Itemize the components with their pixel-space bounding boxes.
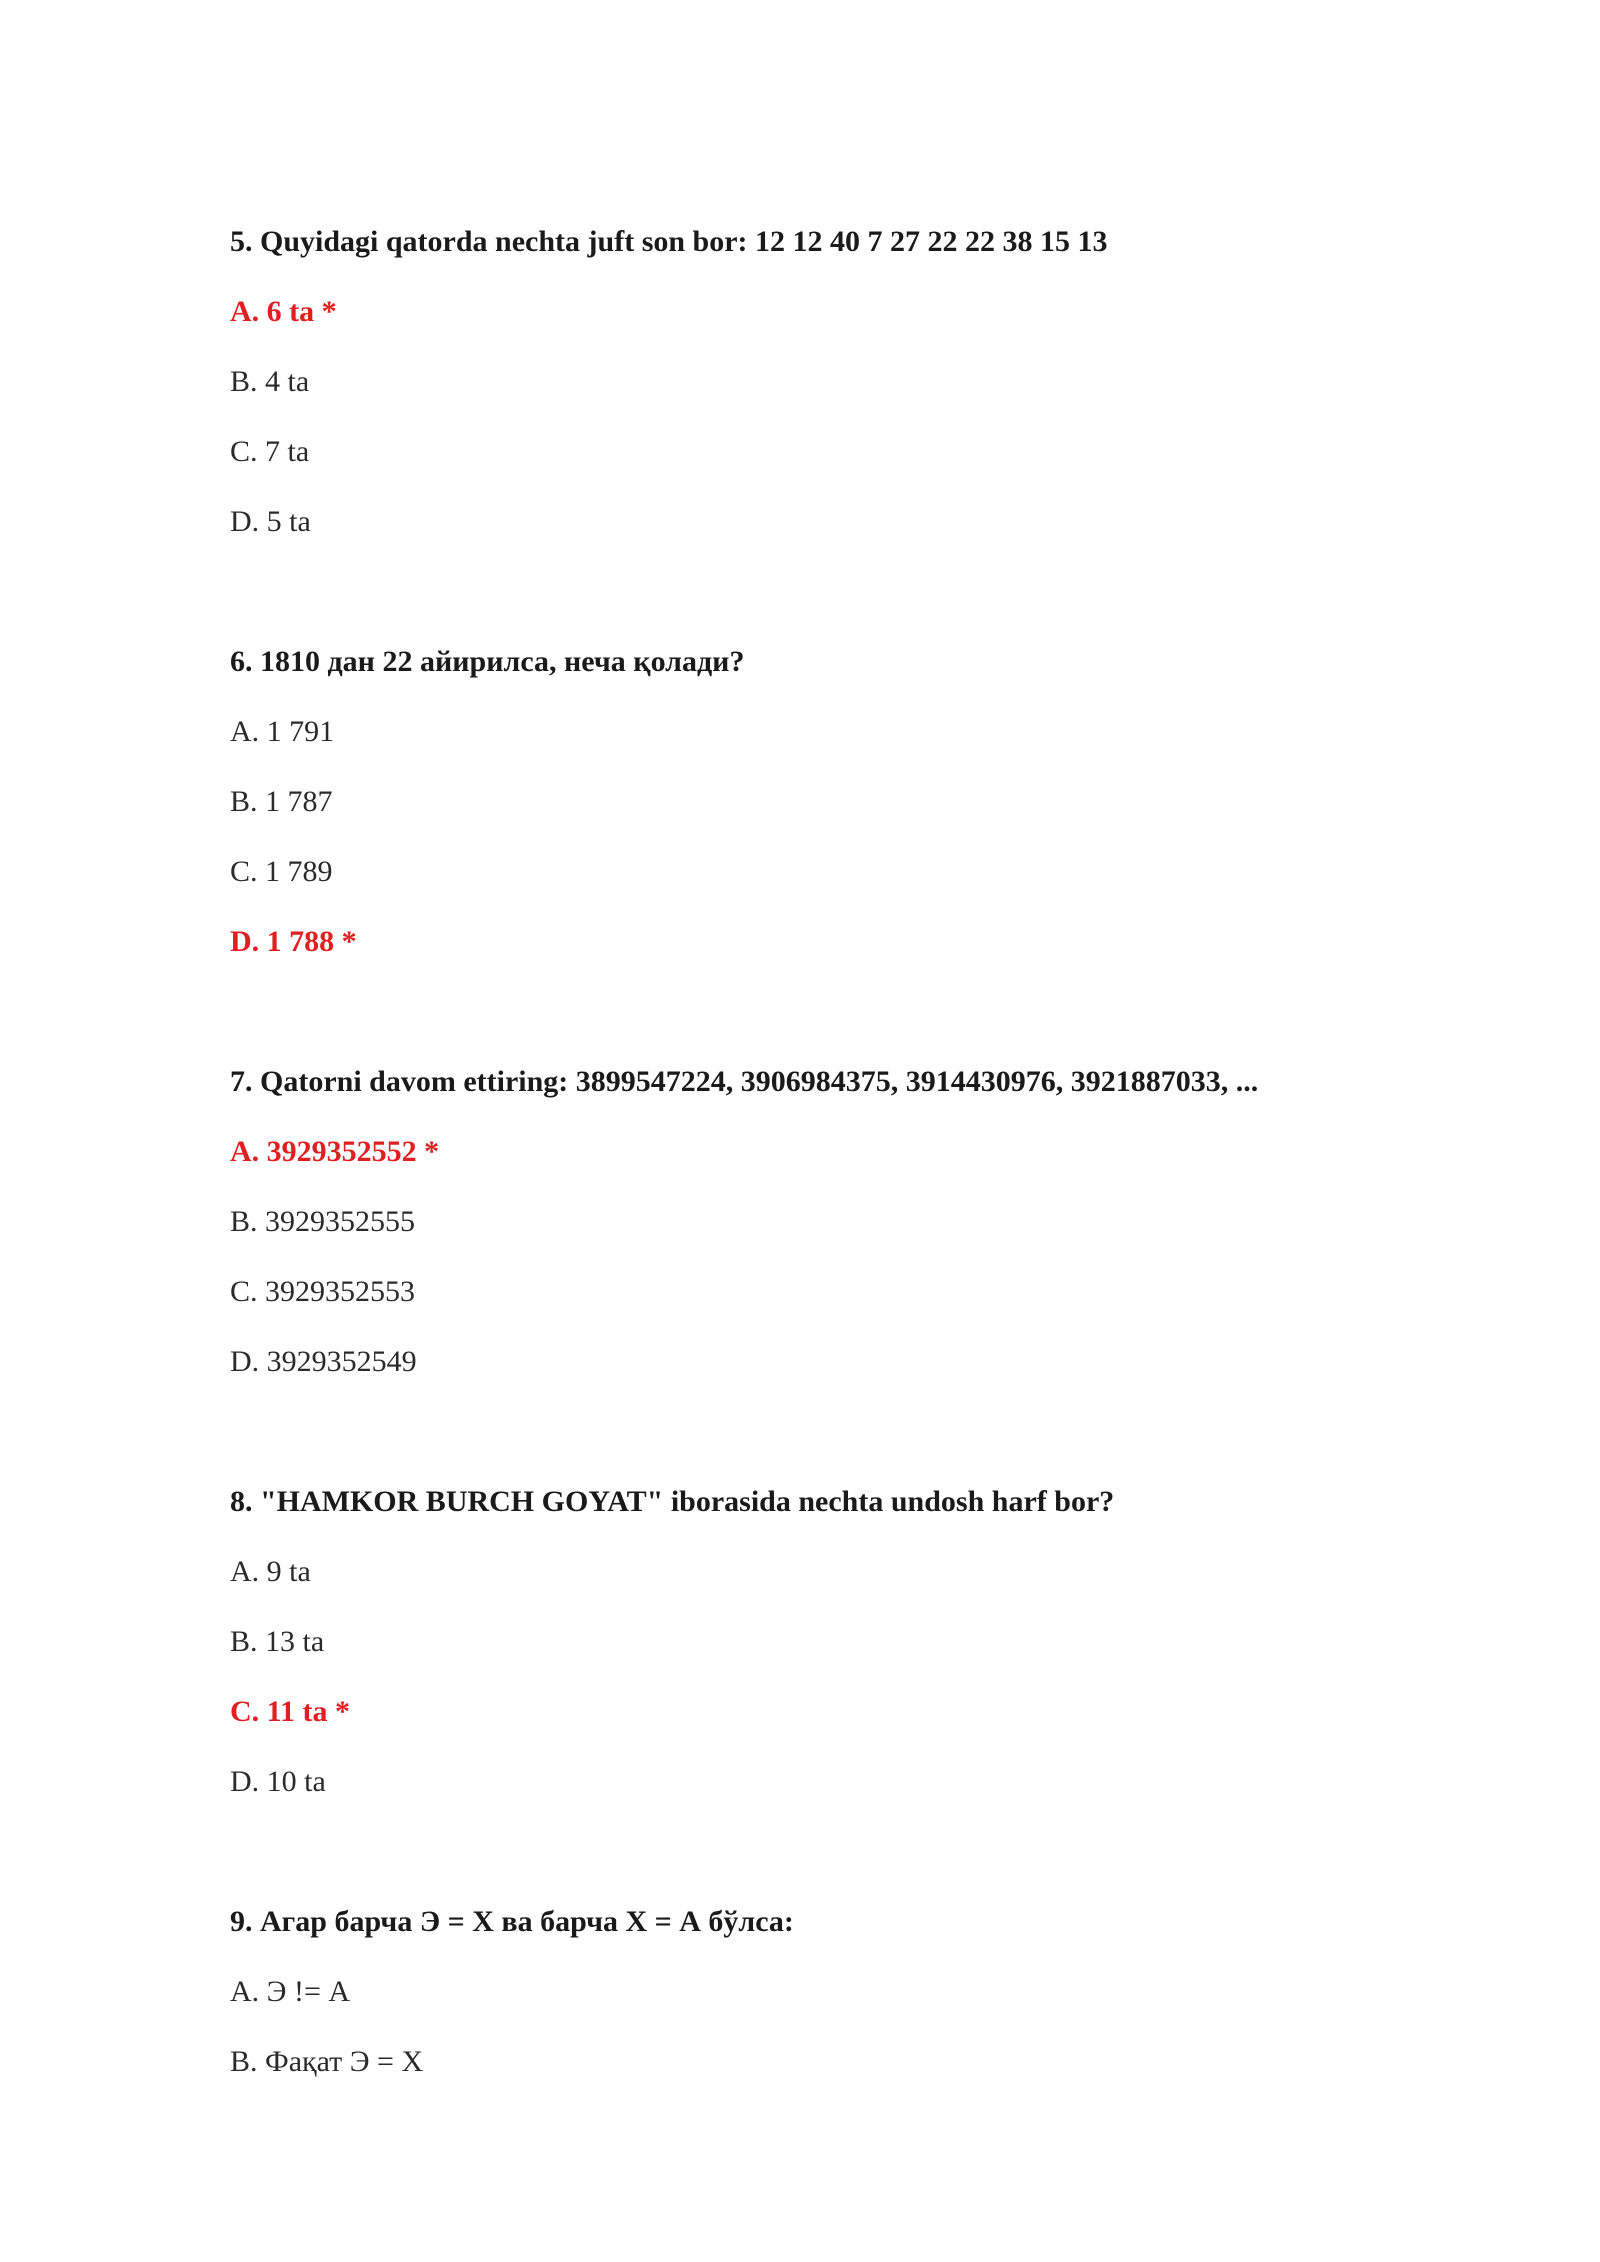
option-c: C. 3929352553 [230,1275,416,1308]
option-c-correct: C. 11 ta * [230,1695,350,1728]
option-b: B. 3929352555 [230,1205,416,1238]
option-a: A. Э != A [230,1975,351,2008]
option-d-correct: D. 1 788 * [230,925,357,958]
option-d: D. 5 ta [230,505,311,538]
option-c: C. 7 ta [230,435,310,468]
option-b: B. 4 ta [230,365,310,398]
option-a: A. 1 791 [230,715,335,748]
question-text: 8. "HAMKOR BURCH GOYAT" iborasida nechta undosh harf bor? [230,1485,1115,1518]
question-text: 7. Qatorni davom ettiring: 3899547224, 3906984375, 3914430976, 3921887033, ... [230,1065,1259,1098]
option-a-correct: A. 6 ta * [230,295,337,328]
question-text: 9. Агар барча Э = Х ва барча Х = А бўлса: [230,1905,794,1938]
option-b: B. 1 787 [230,785,333,818]
option-b: B. 13 ta [230,1625,325,1658]
option-d: D. 3929352549 [230,1345,417,1378]
option-b: B. Фақат Э = Х [230,2045,424,2078]
option-c: C. 1 789 [230,855,333,888]
option-a-correct: A. 3929352552 * [230,1135,440,1168]
option-d: D. 10 ta [230,1765,326,1798]
question-text: 6. 1810 дан 22 айирилса, неча қолади? [230,645,745,678]
option-a: A. 9 ta [230,1555,311,1588]
question-text: 5. Quyidagi qatorda nechta juft son bor: 12 12 40 7 27 22 22 38 15 13 [230,225,1108,258]
